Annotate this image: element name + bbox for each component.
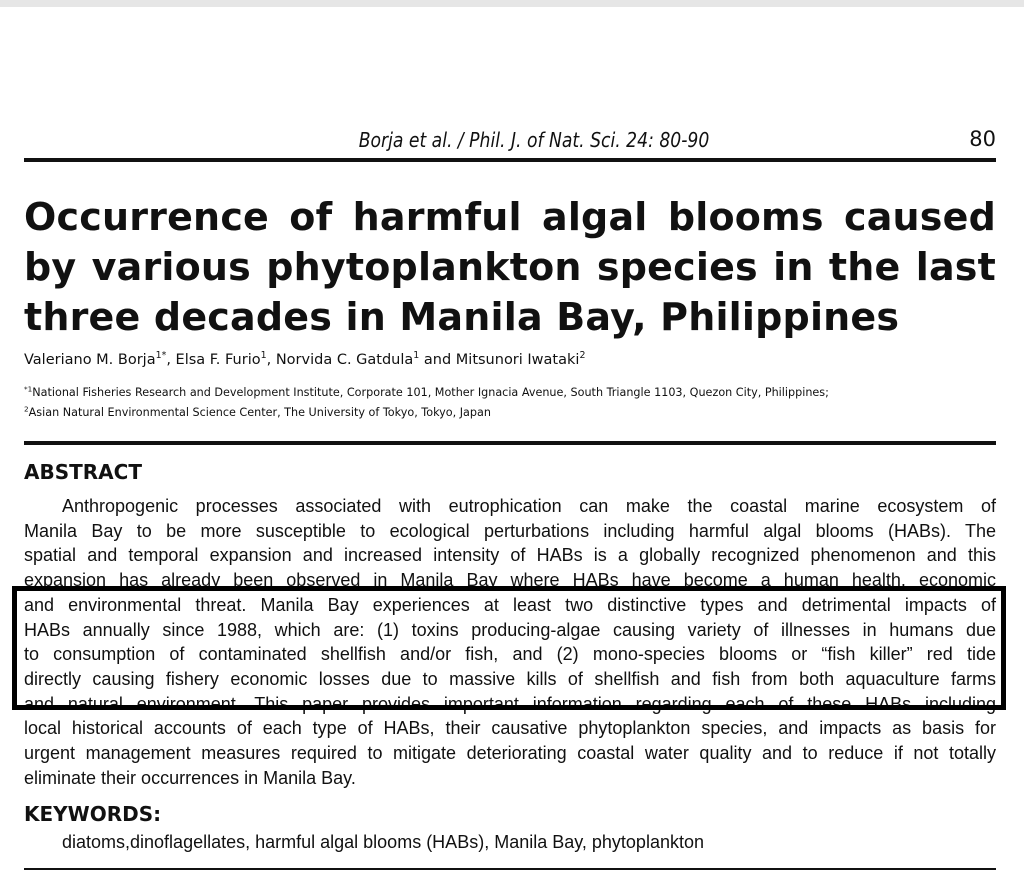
page-top-edge [0,0,1024,7]
affiliation-2 [24,406,491,419]
title-line: three decades in Manila Bay, Philippines [24,295,900,339]
page-number: 80 [969,127,996,151]
author-name: , Elsa F. Furio [166,352,261,368]
author-name: and Mitsunori Iwataki [419,352,580,368]
abstract-line: HABs annually since 1988, which are: (1) toxins producing-algae causing variety of illnesses in humans due [24,619,996,640]
author-affil-mark: 1 [260,350,267,362]
abstract-line: directly causing fishery economic losses due to massive kills of shellfish and fish from both aquaculture farms [24,668,996,689]
abstract-line: Anthropogenic processes associated with eutrophication can make the coastal marine ecosystem of [62,496,996,516]
abstract-heading: ABSTRACT [24,460,142,484]
paper-title [24,192,996,342]
abstract-top-rule [24,441,996,445]
affiliation-text: National Fisheries Research and Development Institute, Corporate 101, Mother Ignacia Avenue, South Triangle 1103, Quezon City, Philippines; [32,386,829,399]
author-affil-mark: 1* [155,350,167,362]
abstract-line: expansion has already been observed in Manila Bay where HABs have become a human health, economic [24,570,996,591]
highlight-box [12,586,1006,710]
abstract-line: urgent management measures required to mitigate deteriorating coastal water quality and to reduce if not totally [24,743,996,764]
bottom-rule [24,868,996,870]
affiliation-text: Asian Natural Environmental Science Center, The University of Tokyo, Tokyo, Japan [28,406,491,419]
affil-mark: *1 [24,384,33,394]
author-name: Valeriano M. Borja [24,352,156,368]
author-affil-mark: 1 [413,350,420,362]
header-rule [24,158,996,162]
abstract-line: and natural environment. This paper provides important information regarding each of these HABs including [24,693,996,714]
abstract-line: spatial and temporal expansion and increased intensity of HABs is a globally recognized phenomenon and this [24,545,996,566]
abstract-line: Manila Bay to be more susceptible to ecological perturbations including harmful algal blooms (HABs). The [24,520,996,541]
abstract-line: and environmental threat. Manila Bay experiences at least two distinctive types and detrimental impacts of [24,594,996,615]
journal-citation: Borja et al. / Phil. J. of Nat. Sci. 24: 80-90 [358,128,710,152]
keywords-heading: KEYWORDS: [24,802,162,826]
affil-mark: 2 [24,404,29,414]
author-list [24,352,585,368]
title-line: by various phytoplankton species in the last [24,245,996,289]
abstract-line: eliminate their occurrences in Manila Bay. [24,767,356,788]
author-affil-mark: 2 [579,350,586,362]
keywords-text: diatoms,dinoflagellates, harmful algal blooms (HABs), Manila Bay, phytoplankton [62,832,704,852]
author-name: , Norvida C. Gatdula [266,352,414,368]
affiliation-1 [24,386,829,399]
abstract-line: to consumption of contaminated shellfish and/or fish, and (2) mono-species blooms or “fish killer” red tide [24,644,996,665]
abstract-line: local historical accounts of each type of HABs, their causative phytoplankton species, and impacts as basis for [24,718,996,739]
title-line: Occurrence of harmful algal blooms caused [24,195,996,239]
running-header [24,124,996,156]
